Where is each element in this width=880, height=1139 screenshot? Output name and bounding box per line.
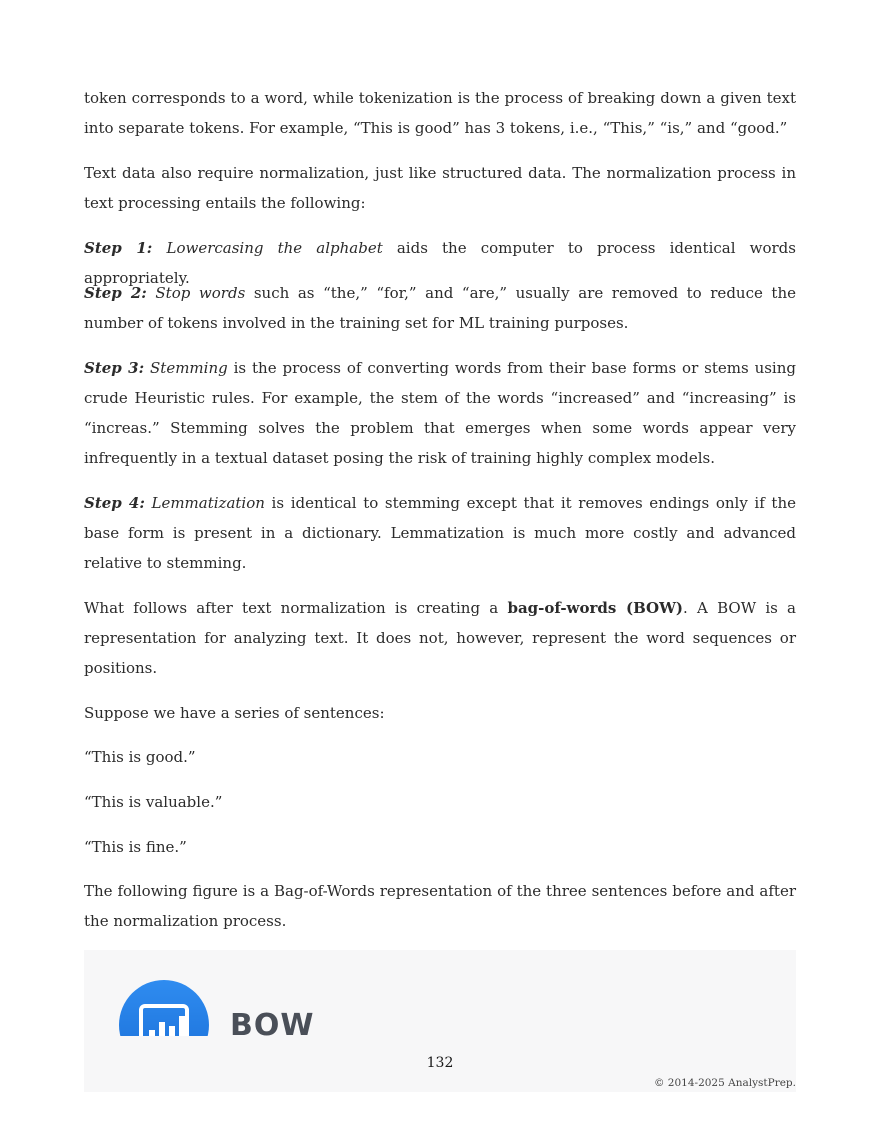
step-2-text: such as “the,” “for,” and “are,” usually are removed to reduce the number of tokens involved in the training set for ML training purposes. (84, 284, 797, 332)
paragraph-step-3 (84, 353, 796, 473)
bow-text-after: . A BOW is a representation for analyzing text. It does not, however, represent the word sequences or positions. (84, 599, 797, 677)
bow-figure-clip (84, 950, 796, 1036)
paragraph-normalization-intro: Text data also require normalization, just like structured data. The normalization process in text processing entails the following: (84, 164, 796, 212)
step-3-label: Step 3: (84, 359, 145, 377)
step-1-term: Lowercasing the alphabet (166, 239, 383, 257)
step-4-text: is identical to stemming except that it removes endings only if the base form is present in a dictionary. Lemmatization is much more costly and advanced relative to stemming. (84, 494, 796, 572)
sentence-2: “This is valuable.” (84, 793, 223, 811)
step-3-text: is the process of converting words from their base forms or stems using crude Heuristic rules. For example, the stem of the words “increased” and “increasing” is “increas.” Stemming solves the problem that emerges when some words appear very infrequently in a textual dataset posing the risk of training highly complex models. (84, 359, 796, 467)
page-number: 132 (426, 1055, 454, 1071)
step-3-term: Stemming (150, 359, 228, 377)
step-4-label: Step 4: (84, 494, 145, 512)
step-4-term: Lemmatization (151, 494, 265, 512)
paragraph-suppose: Suppose we have a series of sentences: (84, 704, 385, 722)
paragraph-figure-intro: The following figure is a Bag-of-Words representation of the three sentences before and after the normalization process. (84, 882, 796, 930)
copyright-notice: © 2014-2025 AnalystPrep. (653, 1077, 796, 1089)
paragraph-bag-of-words (84, 593, 796, 683)
step-1-label: Step 1: (84, 239, 153, 257)
step-2-term: Stop words (155, 284, 246, 302)
paragraph-tokenization: token corresponds to a word, while tokenization is the process of breaking down a given text into separate tokens. For example, “This is good” has 3 tokens, i.e., “This,” “is,” and “good.” (84, 89, 796, 137)
paragraph-step-4 (84, 488, 796, 578)
bar-chart-icon (119, 980, 209, 1036)
bow-logo-text: BOW (230, 1008, 315, 1036)
sentence-1: “This is good.” (84, 748, 196, 766)
sentence-3: “This is fine.” (84, 838, 187, 856)
bow-term: bag-of-words (BOW) (507, 599, 684, 617)
bow-text-before: What follows after text normalization is creating a (84, 599, 508, 617)
paragraph-step-2 (84, 278, 796, 338)
step-1-text: aids the computer to process identical words appropriately. (84, 239, 796, 287)
step-2-label: Step 2: (84, 284, 147, 302)
